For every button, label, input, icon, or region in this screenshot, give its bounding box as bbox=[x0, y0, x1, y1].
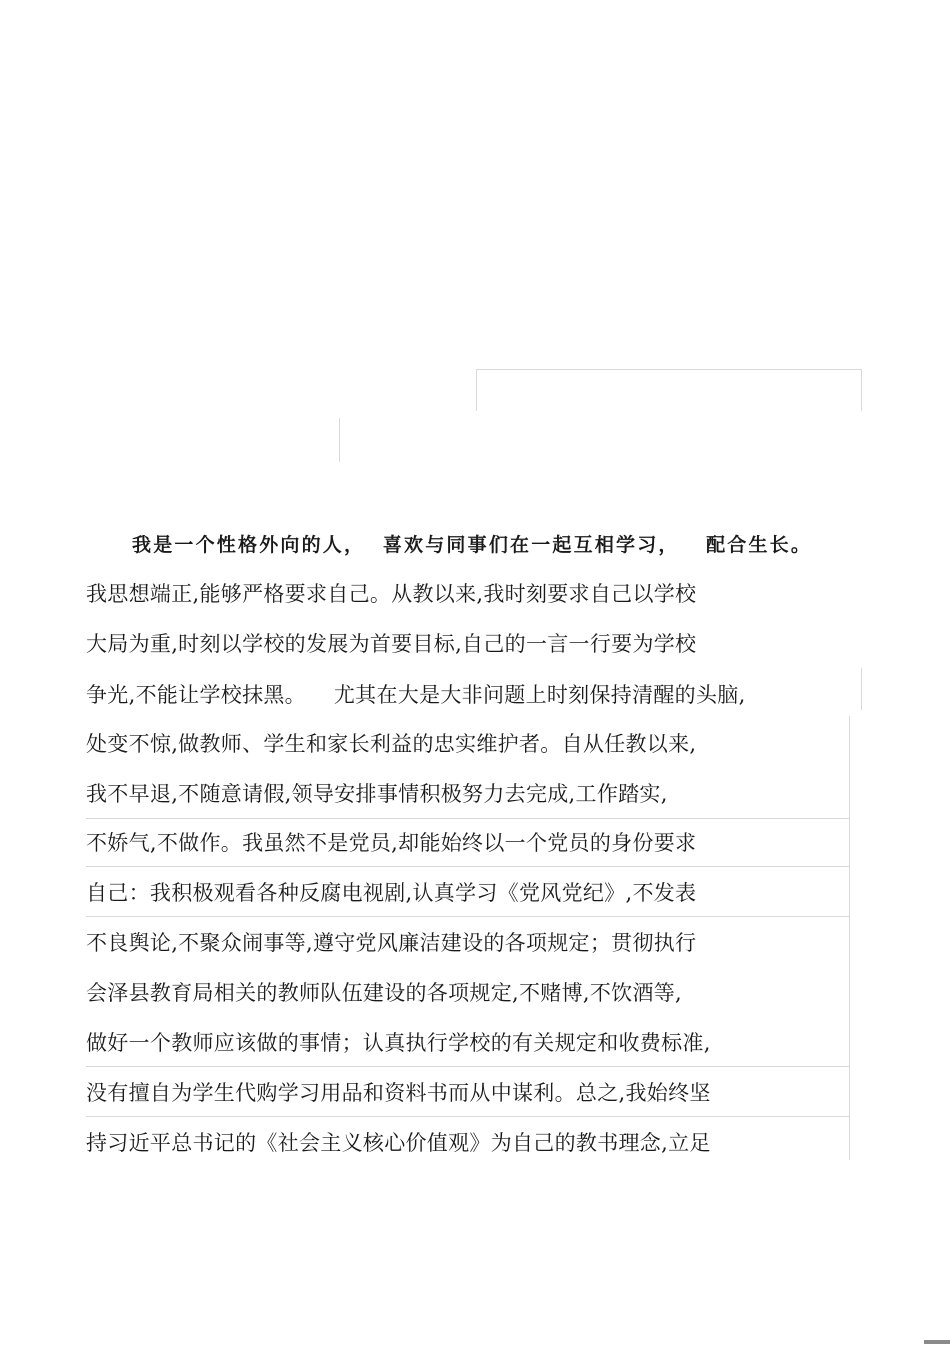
row-divider bbox=[86, 818, 850, 819]
frame-right-tick bbox=[861, 369, 862, 411]
frame-top-line bbox=[476, 369, 862, 370]
paragraph-line: 大局为重,时刻以学校的发展为首要目标,自己的一言一行要为学校 bbox=[86, 632, 697, 656]
frame-mid-tick bbox=[339, 418, 340, 462]
frame-right-line bbox=[849, 716, 850, 1160]
paragraph-line: 不良舆论,不聚众闹事等,遵守党风廉洁建设的各项规定；贯彻执行 bbox=[86, 931, 697, 955]
paragraph-line: 处变不惊,做教师、学生和家长利益的忠实维护者。自从任教以来, bbox=[86, 732, 697, 756]
paragraph-line: 没有擅自为学生代购学习用品和资料书而从中谋利。总之,我始终坚 bbox=[86, 1081, 711, 1105]
paragraph-line: 我是一个性格外向的人， 喜欢与同事们在一起互相学习， 配合生长。 bbox=[132, 534, 813, 556]
paragraph-line: 我不早退,不随意请假,领导安排事情积极努力去完成,工作踏实, bbox=[86, 782, 668, 806]
paragraph-line: 持习近平总书记的《社会主义核心价值观》为自己的教书理念,立足 bbox=[86, 1131, 711, 1155]
row-divider bbox=[86, 1066, 850, 1067]
paragraph-line: 会泽县教育局相关的教师队伍建设的各项规定,不赌博,不饮酒等, bbox=[86, 981, 683, 1005]
row-divider bbox=[86, 866, 850, 867]
page-corner-mark bbox=[924, 1340, 950, 1344]
paragraph-line: 争光,不能让学校抹黑。 尤其在大是大非问题上时刻保持清醒的头脑, bbox=[86, 683, 746, 707]
frame-right-line-upper bbox=[861, 668, 862, 710]
paragraph-line: 自己：我积极观看各种反腐电视剧,认真学习《党风党纪》,不发表 bbox=[86, 881, 697, 905]
paragraph-line: 做好一个教师应该做的事情；认真执行学校的有关规定和收费标准, bbox=[86, 1031, 711, 1055]
paragraph-line: 我思想端正,能够严格要求自己。从教以来,我时刻要求自己以学校 bbox=[86, 582, 697, 606]
row-divider bbox=[86, 916, 850, 917]
row-divider bbox=[86, 1116, 850, 1117]
paragraph-line: 不娇气,不做作。我虽然不是党员,却能始终以一个党员的身份要求 bbox=[86, 831, 697, 855]
frame-left-tick bbox=[476, 369, 477, 411]
